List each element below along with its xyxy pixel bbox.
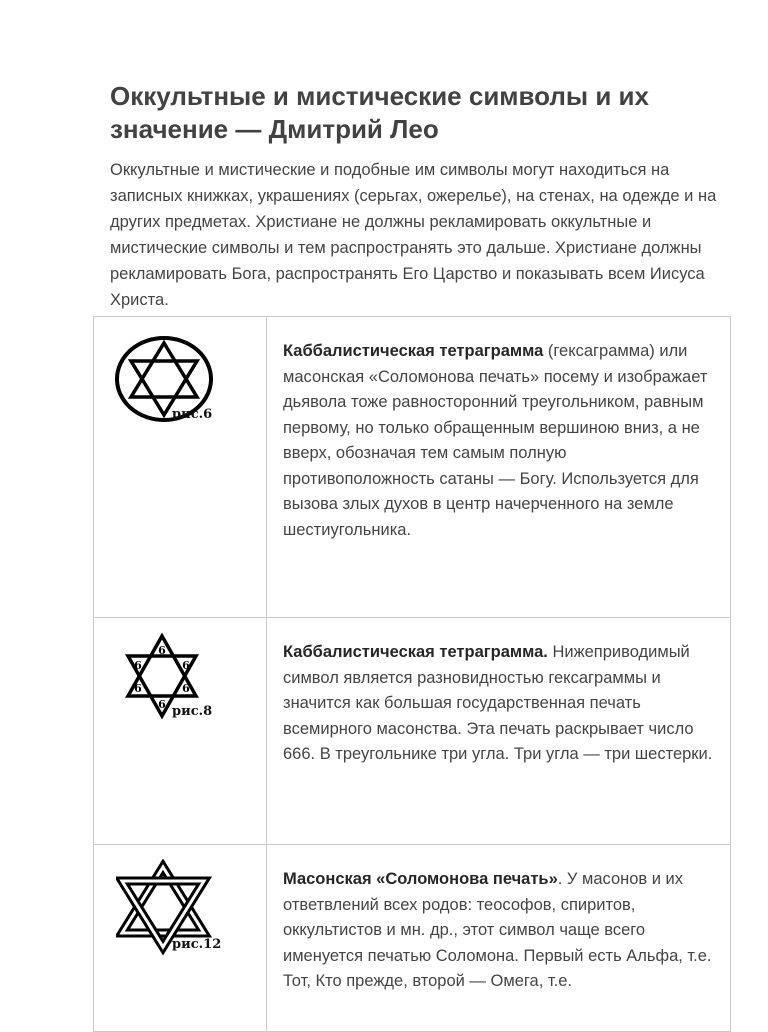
digit-six: 6 bbox=[182, 659, 190, 672]
digit-six: 6 bbox=[182, 682, 190, 695]
page-title: Оккультные и мистические символы и их значение — Дмитрий Лео bbox=[110, 81, 650, 144]
hexagram-circle-icon bbox=[114, 335, 214, 427]
digit-six: 6 bbox=[158, 698, 166, 711]
symbol-text: Нижеприводимый символ является разновидностью гексаграммы и значится как большая государственная печать всемирного масонства. Эта печать раскрывает число 666. В треугольнике три угла. Три угла — три шестерки. bbox=[283, 643, 713, 763]
table-row bbox=[94, 845, 731, 1032]
interlaced-hexagram-icon bbox=[116, 859, 236, 959]
symbol-description bbox=[267, 618, 731, 845]
digit-six: 6 bbox=[134, 682, 142, 695]
symbol-image-cell bbox=[94, 618, 267, 845]
figure-label: рис.6 bbox=[172, 407, 213, 422]
symbol-name: Масонская «Соломонова печать» bbox=[283, 870, 558, 888]
symbol-description bbox=[267, 317, 731, 618]
symbol-name: Каббалистическая тетраграмма bbox=[283, 342, 544, 360]
digit-six: 6 bbox=[158, 644, 166, 657]
digit-six: 6 bbox=[134, 659, 142, 672]
symbol-text: (гексаграмма) или масонская «Соломонова печать» посему и изображает дьявола тоже равносторонний треугольником, равным первому, но только обращенным вершиною вниз, а не вверх, обозначая тем самым полную противоположность сатаны — Богу. Используется для вызова злых духов в центр начерченного на земле шестиугольника. bbox=[283, 342, 708, 539]
symbol-name: Каббалистическая тетраграмма. bbox=[283, 643, 548, 661]
figure-label: рис.8 bbox=[172, 704, 213, 719]
symbol-image-cell bbox=[94, 845, 267, 1032]
symbol-image-cell bbox=[94, 317, 267, 618]
hexagram-666-icon bbox=[122, 632, 232, 732]
figure-label: рис.12 bbox=[172, 937, 222, 952]
table-row bbox=[94, 317, 731, 618]
symbol-description bbox=[267, 845, 731, 1032]
symbols-table bbox=[93, 316, 731, 1032]
symbol-text: . У масонов и их ответвлений всех родов: теософов, спиритов, оккультистов и мн. др., этот символ чаще всего именуется печатью Соломона. Первый есть Альфа, т.е. Тот, Кто прежде, второй — Омега, т.е. bbox=[283, 870, 712, 990]
intro-paragraph: Оккультные и мистические и подобные им символы могут находиться на записных книжках, украшениях (серьгах, ожерелье), на стенах, на одежде и на других предметах. Христиане не должны рекламировать оккультные и мистические символы и тем распространять это дальше. Христиане должны рекламировать Бога, распространять Его Царство и показывать всем Иисуса Христа. bbox=[110, 161, 717, 309]
table-row bbox=[94, 618, 731, 845]
